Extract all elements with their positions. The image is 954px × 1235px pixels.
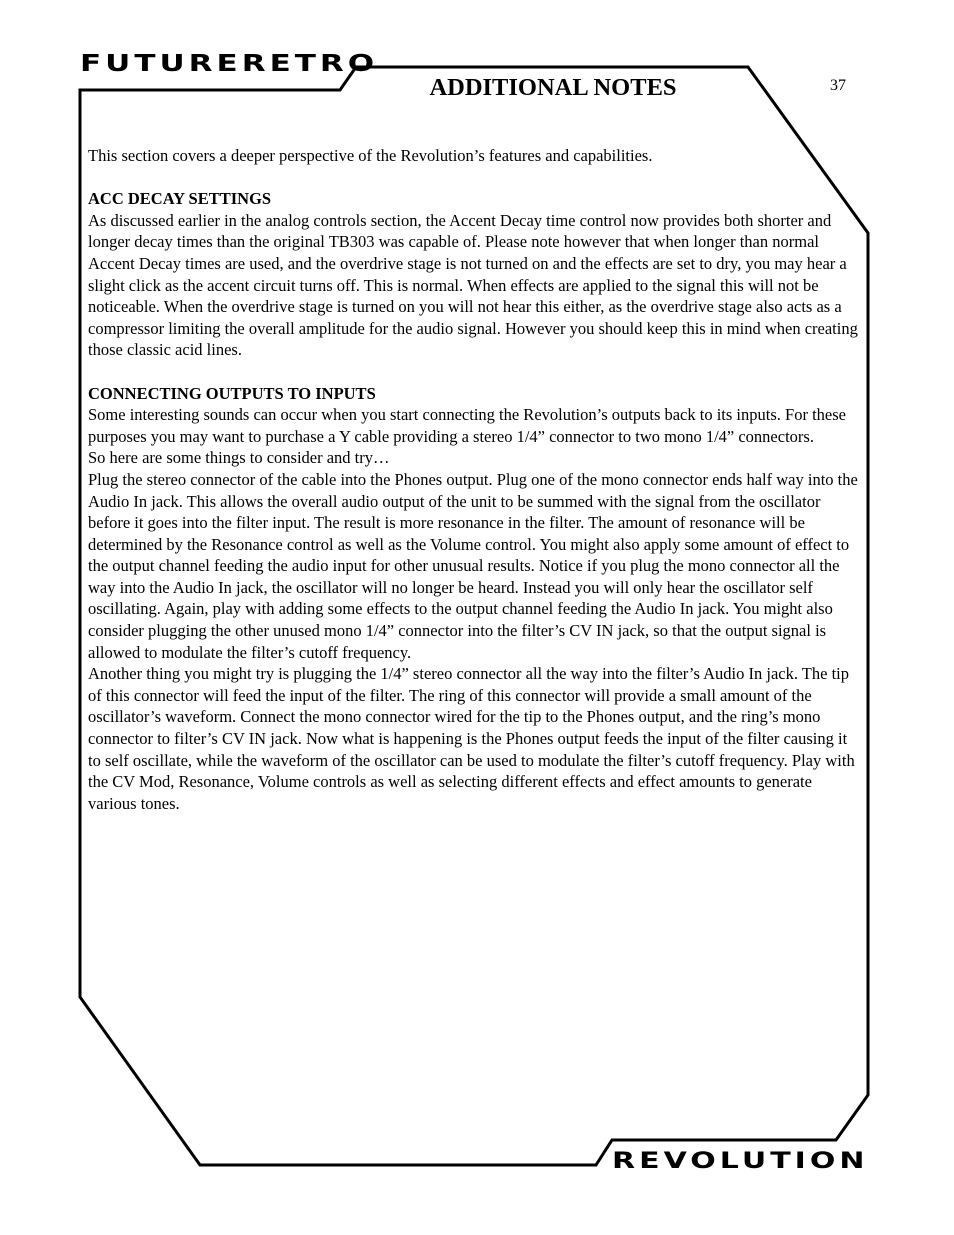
section-paragraph: Plug the stereo connector of the cable into the Phones output. Plug one of the mono connector ends half way into the Audio In jack. This allows the overall audio output of the unit to be summed with the signal from the oscillator before it goes into the filter input. The result is more resonance in the filter. The amount of resonance will be determined by the Resonance control as well as the Volume control. You might also apply some amount of effect to the output channel feeding the audio input for other unusual results. Notice if you plug the mono connector all the way into the Audio In jack, the oscillator will no longer be heard. Instead you will only hear the oscillator self oscillating. Again, play with adding some effects to the output channel feeding the Audio In jack. You might also consider plugging the other unused mono 1/4” connector into the filter’s CV IN jack, so that the output signal is allowed to modulate the filter’s cutoff frequency.: [88, 469, 858, 662]
section-paragraph: Another thing you might try is plugging the 1/4” stereo connector all the way into the filter’s Audio In jack. The tip of this connector will feed the input of the filter. The ring of this connector will provide a small amount of the oscillator’s waveform. Connect the mono connector wired for the tip to the Phones output, and the ring’s mono connector to filter’s CV IN jack. Now what is happening is the Phones output feeds the input of the filter causing it to self oscillate, while the waveform of the oscillator can be used to modulate the filter’s cutoff frequency. Play with the CV Mod, Resonance, Volume controls as well as selecting different effects and effect amounts to generate various tones.: [88, 664, 855, 813]
futureretro-logo: FUTURERETRO: [80, 49, 379, 77]
page-title: ADDITIONAL NOTES: [429, 74, 677, 101]
intro-paragraph: This section covers a deeper perspective of the Revolution’s features and capabilities.: [88, 146, 653, 165]
section-paragraph: Some interesting sounds can occur when you start connecting the Revolution’s outputs back to its inputs. For these purposes you may want to purchase a Y cable providing a stereo 1/4” connector to two mono 1/4” connectors.: [88, 405, 846, 446]
section-heading-connecting: CONNECTING OUTPUTS TO INPUTS: [88, 383, 376, 403]
section-heading-acc-decay: ACC DECAY SETTINGS: [88, 189, 272, 209]
document-body: [88, 145, 858, 814]
section-paragraph: So here are some things to consider and try…: [88, 448, 390, 468]
revolution-logo: REVOLUTION: [612, 1147, 869, 1174]
page-number: 37: [830, 77, 846, 94]
section-paragraph: As discussed earlier in the analog controls section, the Accent Decay time control now provides both shorter and longer decay times than the original TB303 was capable of. Please note however that when longer than normal Accent Decay times are used, and the overdrive stage is not turned on and the effects are set to dry, you may hear a slight click as the accent circuit turns off. This is normal. When effects are applied to the signal this will not be noticeable. When the overdrive stage is turned on you will not hear this either, as the overdrive stage also acts as a compressor limiting the overall amplitude for the audio signal. However you should keep this in mind when creating those classic acid lines.: [88, 210, 858, 360]
